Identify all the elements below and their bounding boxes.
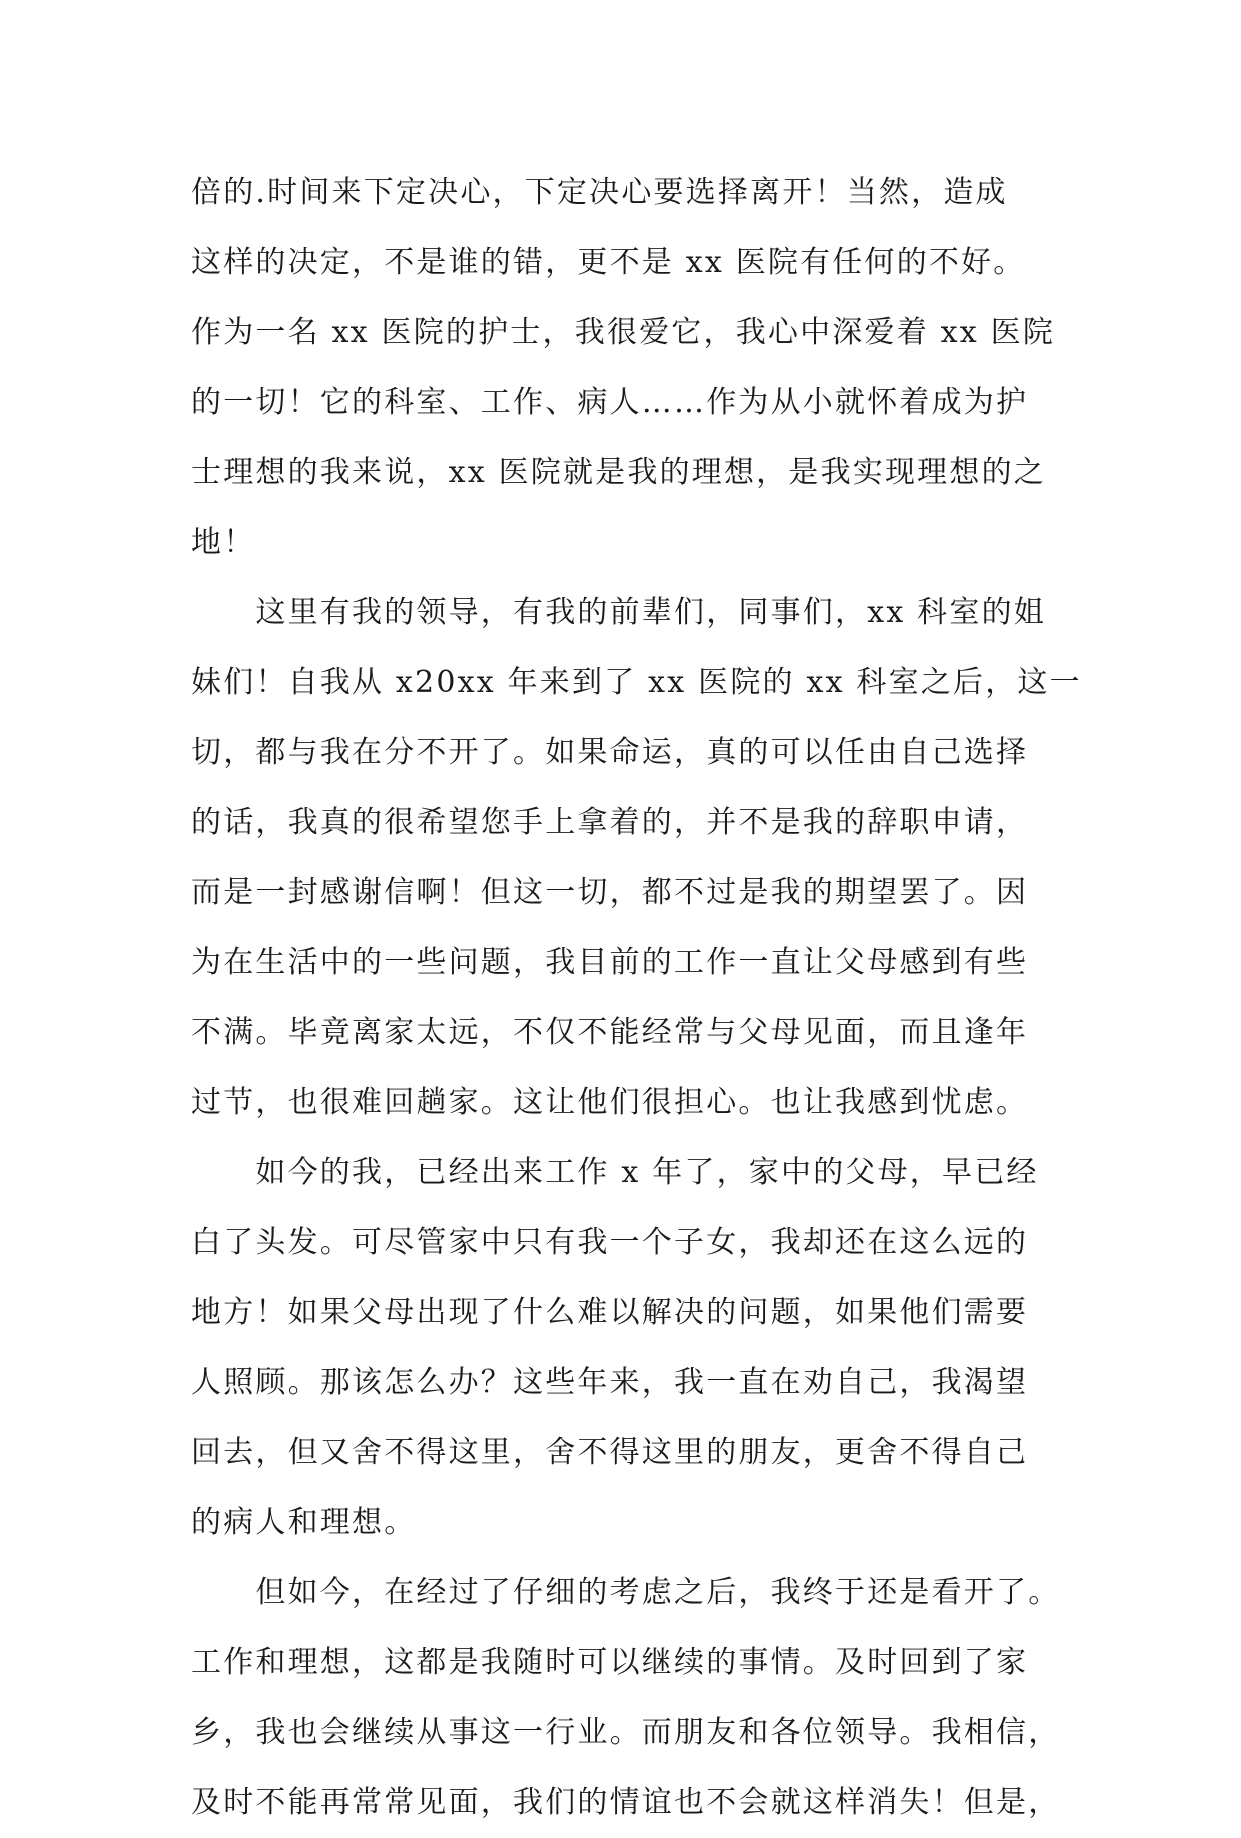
text-line: 为在生活中的一些问题，我目前的工作一直让父母感到有些: [191, 945, 1029, 980]
text-line: 及时不能再常常见面，我们的情谊也不会就这样消失！但是，: [191, 1785, 1061, 1820]
text-line: 白了头发。可尽管家中只有我一个子女，我却还在这么远的: [191, 1225, 1029, 1260]
text-line: 作为一名 xx 医院的护士，我很爱它，我心中深爱着 xx 医院: [191, 315, 1056, 350]
text-line: 地！: [191, 525, 256, 560]
text-line: 而是一封感谢信啊！但这一切，都不过是我的期望罢了。因: [191, 875, 1029, 910]
text-line: 妹们！自我从 x20xx 年来到了 xx 医院的 xx 科室之后，这一: [191, 665, 1082, 700]
text-line: 不满。毕竟离家太远，不仅不能经常与父母见面，而且逢年: [191, 1015, 1029, 1050]
text-line: 人照顾。那该怎么办？这些年来，我一直在劝自己，我渴望: [191, 1365, 1029, 1400]
text-line: 回去，但又舍不得这里，舍不得这里的朋友，更舍不得自己: [191, 1435, 1029, 1470]
text-line: 的话，我真的很希望您手上拿着的，并不是我的辞职申请，: [191, 805, 1029, 840]
text-line: 地方！如果父母出现了什么难以解决的问题，如果他们需要: [191, 1295, 1029, 1330]
text-line: 士理想的我来说，xx 医院就是我的理想，是我实现理想的之: [191, 455, 1046, 490]
text-line: 这样的决定，不是谁的错，更不是 xx 医院有任何的不好。: [191, 245, 1026, 280]
text-line: 倍的.时间来下定决心，下定决心要选择离开！当然，造成: [191, 175, 1008, 210]
body-text: [191, 158, 1082, 1838]
text-line: 的病人和理想。: [191, 1505, 417, 1540]
text-line: 如今的我，已经出来工作 x 年了，家中的父母，早已经: [191, 1155, 1039, 1190]
text-line: 这里有我的领导，有我的前辈们，同事们，xx 科室的姐: [191, 595, 1046, 630]
text-line: 乡，我也会继续从事这一行业。而朋友和各位领导。我相信，: [191, 1715, 1061, 1750]
text-line: 的一切！它的科室、工作、病人……作为从小就怀着成为护: [191, 385, 1029, 420]
text-line: 但如今，在经过了仔细的考虑之后，我终于还是看开了。: [191, 1575, 1061, 1610]
text-line: 切，都与我在分不开了。如果命运，真的可以任由自己选择: [191, 735, 1029, 770]
text-line: 过节，也很难回趟家。这让他们很担心。也让我感到忧虑。: [191, 1085, 1029, 1120]
text-line: 工作和理想，这都是我随时可以继续的事情。及时回到了家: [191, 1645, 1029, 1680]
